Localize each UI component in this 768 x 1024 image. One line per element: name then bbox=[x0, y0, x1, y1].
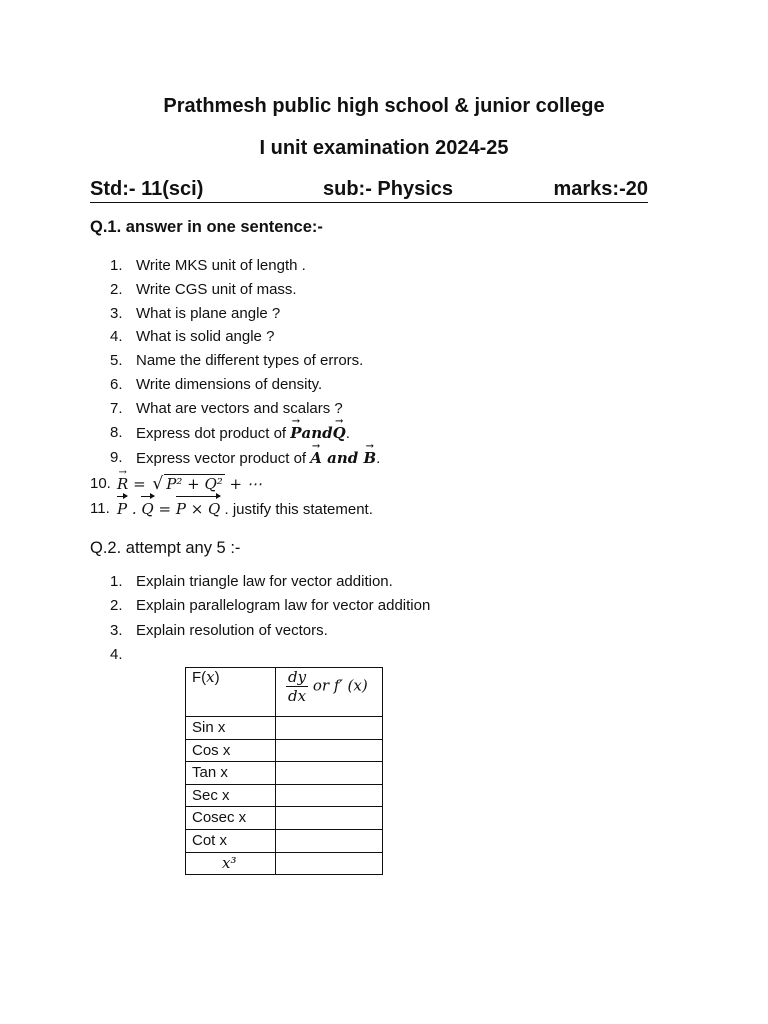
derivative-notation: or f′ (x) bbox=[308, 676, 368, 695]
list-item bbox=[90, 474, 380, 500]
question-1-list bbox=[90, 256, 380, 525]
header-derivative bbox=[276, 668, 383, 717]
question-2-heading: Q.2. attempt any 5 :- bbox=[90, 539, 241, 557]
item-number: 8. bbox=[110, 423, 123, 441]
item-tail: . justify this statement. bbox=[220, 501, 373, 519]
vector-a: → A bbox=[310, 448, 322, 468]
table-row bbox=[186, 829, 383, 852]
function-cell: Cos x bbox=[186, 739, 276, 762]
item-text: Explain triangle law for vector addition. bbox=[136, 573, 393, 590]
item-number: 11. bbox=[90, 500, 110, 518]
sqrt-icon: √ bbox=[152, 473, 164, 494]
item-number: 2. bbox=[110, 597, 123, 615]
list-item bbox=[90, 256, 380, 280]
list-item bbox=[90, 304, 380, 328]
series-tail: + ⋯ bbox=[224, 474, 262, 493]
item-number: 1. bbox=[110, 257, 123, 274]
list-item bbox=[90, 596, 430, 620]
list-item bbox=[90, 423, 380, 449]
table-row bbox=[186, 717, 383, 740]
item-number: 2. bbox=[110, 280, 123, 298]
function-cell: Sin x bbox=[186, 717, 276, 740]
item-number: 9. bbox=[110, 449, 123, 467]
item-text: What is plane angle ? bbox=[136, 304, 281, 322]
answer-cell[interactable] bbox=[276, 807, 383, 830]
header-x: x bbox=[206, 668, 215, 686]
function-cell bbox=[186, 852, 276, 875]
list-item bbox=[90, 351, 380, 375]
table-row bbox=[186, 852, 383, 875]
item-text: Express dot product of bbox=[136, 424, 291, 442]
cross-product: P × Q bbox=[175, 500, 221, 519]
derivative-table bbox=[185, 667, 383, 875]
item-number: 4. bbox=[110, 328, 123, 346]
item-tail: . bbox=[345, 424, 350, 442]
math-and: and bbox=[321, 449, 364, 468]
table-row bbox=[186, 807, 383, 830]
item-number: 7. bbox=[110, 399, 123, 417]
marks-label: marks:-20 bbox=[553, 178, 648, 200]
item-text: Write dimensions of density. bbox=[136, 375, 323, 393]
item-text: Write MKS unit of length . bbox=[136, 257, 306, 274]
table-row bbox=[186, 762, 383, 785]
answer-cell[interactable] bbox=[276, 784, 383, 807]
math-and: and bbox=[301, 423, 333, 442]
item-tail: . bbox=[376, 450, 381, 468]
answer-cell[interactable] bbox=[276, 717, 383, 740]
list-item bbox=[90, 645, 430, 669]
equals-sign: = bbox=[153, 500, 176, 519]
vector-b: → B bbox=[363, 448, 376, 468]
info-row bbox=[90, 178, 648, 203]
item-number: 4. bbox=[110, 645, 123, 663]
item-number: 3. bbox=[110, 621, 123, 639]
list-item bbox=[90, 375, 380, 399]
vector-q: → Q bbox=[333, 423, 346, 443]
header-close: ) bbox=[214, 669, 220, 686]
item-number: 10. bbox=[90, 474, 111, 492]
item-text: What are vectors and scalars ? bbox=[136, 399, 343, 417]
item-text: Explain resolution of vectors. bbox=[136, 621, 328, 639]
vector-r: → R bbox=[117, 474, 128, 494]
fraction-denominator: dx bbox=[288, 687, 307, 705]
function-cell: Cosec x bbox=[186, 807, 276, 830]
item-number: 6. bbox=[110, 375, 123, 393]
radicand: P² + Q² bbox=[166, 474, 223, 493]
table-row bbox=[186, 784, 383, 807]
list-item bbox=[90, 499, 380, 525]
vector-p: → P bbox=[290, 423, 301, 443]
list-item bbox=[90, 448, 380, 474]
answer-cell[interactable] bbox=[276, 852, 383, 875]
item-number: 1. bbox=[110, 573, 123, 590]
fraction-numerator: dy bbox=[288, 668, 307, 686]
item-text: Write CGS unit of mass. bbox=[136, 280, 297, 298]
list-item bbox=[90, 621, 430, 645]
item-number: 3. bbox=[110, 304, 123, 322]
answer-cell[interactable] bbox=[276, 762, 383, 785]
standard-label: Std:- 11(sci) bbox=[90, 178, 204, 200]
list-item bbox=[90, 572, 430, 596]
question-1-heading: Q.1. answer in one sentence:- bbox=[90, 218, 323, 236]
function-cell: Sec x bbox=[186, 784, 276, 807]
item-text: Name the different types of errors. bbox=[136, 352, 364, 370]
dy-dx-fraction bbox=[286, 668, 308, 705]
item-text: Explain parallelogram law for vector addition bbox=[136, 597, 431, 615]
header-function bbox=[186, 668, 276, 717]
exam-title: I unit examination 2024-25 bbox=[259, 137, 509, 159]
x-cubed: x³ bbox=[222, 853, 237, 872]
list-item bbox=[90, 280, 380, 304]
question-2-list bbox=[90, 572, 430, 669]
function-cell: Cot x bbox=[186, 829, 276, 852]
item-text: Express vector product of bbox=[136, 450, 311, 468]
table-row bbox=[186, 739, 383, 762]
answer-cell[interactable] bbox=[276, 739, 383, 762]
function-cell: Tan x bbox=[186, 762, 276, 785]
equals-sign: = bbox=[128, 474, 151, 493]
subject-label: sub:- Physics bbox=[323, 178, 454, 200]
school-name: Prathmesh public high school & junior college bbox=[163, 95, 605, 117]
header-f: F( bbox=[192, 669, 207, 686]
dot-operator: . bbox=[127, 500, 142, 519]
item-number: 5. bbox=[110, 352, 123, 370]
vector-q: Q bbox=[141, 500, 154, 519]
table-header-row bbox=[186, 668, 383, 717]
list-item bbox=[90, 327, 380, 351]
vector-p: P bbox=[117, 500, 128, 519]
answer-cell[interactable] bbox=[276, 829, 383, 852]
item-text: What is solid angle ? bbox=[136, 328, 275, 346]
